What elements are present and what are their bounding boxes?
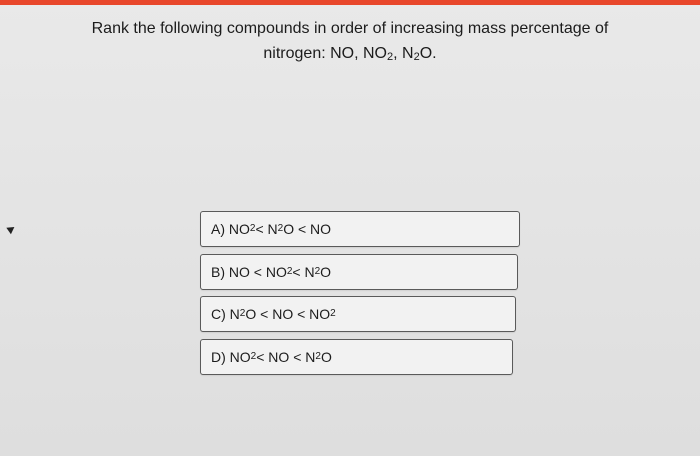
option-text: O < NO < NO	[245, 306, 331, 322]
mouse-pointer-icon	[6, 224, 16, 235]
question-text	[60, 16, 640, 66]
option-text: NO	[228, 221, 250, 237]
question-line-2-part: nitrogen: NO, NO	[263, 45, 387, 62]
option-text: < N	[255, 221, 278, 237]
question-line-2-part: O.	[419, 45, 437, 62]
answer-option-a[interactable]: A) NO 2 < N 2 O < NO	[200, 211, 520, 247]
option-text: NO < NO	[228, 264, 287, 280]
option-text: O	[320, 349, 332, 365]
option-letter: A)	[211, 221, 225, 237]
question-line-1: Rank the following compounds in order of increasing mass percentage of	[91, 20, 609, 37]
option-letter: C)	[211, 306, 226, 322]
top-accent-bar	[0, 0, 700, 5]
option-text: NO	[229, 349, 251, 365]
question-line-2	[263, 45, 436, 62]
answer-option-d[interactable]: D) NO 2 < NO < N 2 O	[200, 339, 513, 375]
option-text: O	[320, 264, 332, 280]
question-line-2-part: , N	[393, 45, 414, 62]
option-letter: B)	[211, 264, 225, 280]
subscript: 2	[387, 51, 394, 63]
subscript: 2	[413, 51, 420, 63]
answer-option-b[interactable]: B) NO < NO 2 < N 2 O	[200, 254, 518, 290]
option-text: < N	[292, 264, 315, 280]
option-letter: D)	[211, 349, 226, 365]
option-text: < NO < N	[256, 349, 316, 365]
answer-option-c[interactable]: C) N 2 O < NO < NO 2	[200, 296, 516, 332]
option-text: N	[229, 306, 240, 322]
option-text: O < NO	[283, 221, 332, 237]
